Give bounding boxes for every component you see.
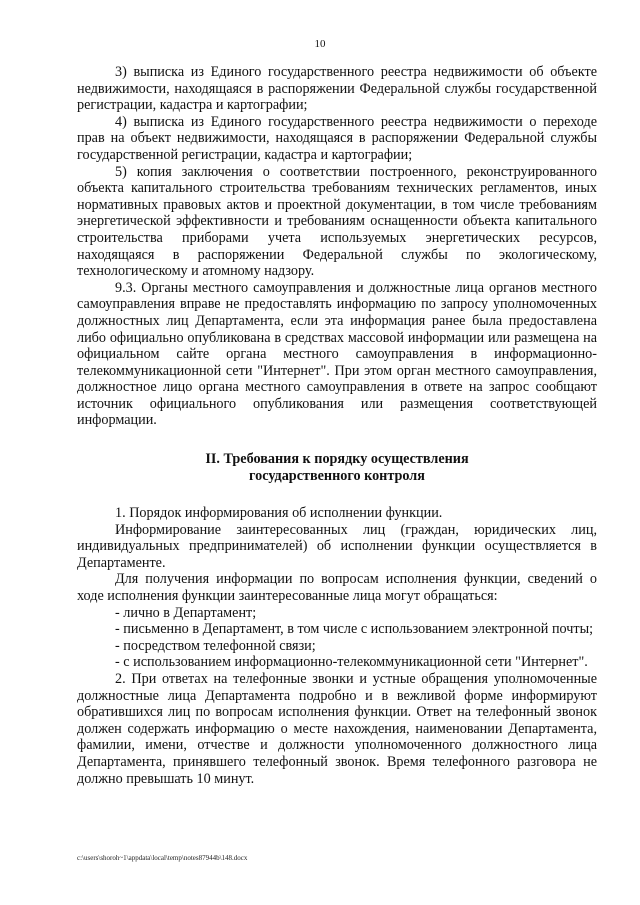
paragraph-1: 1. Порядок информирования об исполнении функции.: [115, 505, 443, 522]
paragraph-item-3: 3) выписка из Единого государственного реестра недвижимости об объекте недвижимости, находящаяся в распоряжении Федеральной службы государственной регистрации, кадастра и картографии;: [77, 64, 597, 114]
section-heading: [77, 451, 597, 485]
document-body: [77, 64, 597, 787]
paragraph-item-5: 5) копия заключения о соответствии построенного, реконструированного объекта капитального строительства требованиям технических регламентов, иных нормативных правовых актов и проектной документации, в том числе требованиям энергетической эффективности и требованиям оснащенности объекта капитального строительства приборами учета используемых энергетических ресурсов, находящаяся в распоряжении Федеральной службы по экологическому, технологическому и атомному надзору.: [77, 163, 597, 280]
section-heading-line-2: государственного контроля: [249, 468, 425, 485]
page-number: 10: [314, 38, 326, 50]
list-item-in-person: - лично в Департамент;: [115, 604, 257, 621]
paragraph-informing: Информирование заинтересованных лиц (граждан, юридических лиц, индивидуальных предпринимателей) об исполнении функции осуществляется в Департаменте.: [77, 521, 597, 571]
paragraph-9-3: 9.3. Органы местного самоуправления и должностные лица органов местного самоуправления вправе не предоставлять информацию по запросу уполномоченных должностных лиц Департамента, если эта информация ранее была предоставлена либо официально опубликована в средствах массовой информации или размещена на официальном сайте органа местного самоуправления в информационно-телекоммуникационной сети "Интернет". При этом орган местного самоуправления, должностное лицо органа местного самоуправления в ответе на запрос сообщают источник официального опубликования или размещения соответствующей информации.: [77, 279, 597, 429]
paragraph-item-4: 4) выписка из Единого государственного реестра недвижимости о переходе прав на объект недвижимости, находящаяся в распоряжении Федеральной службы государственной регистрации, кадастра и картографии;: [77, 113, 597, 163]
paragraph-how-to-obtain: Для получения информации по вопросам исполнения функции, сведений о ходе исполнения функции заинтересованные лица могут обращаться:: [77, 571, 597, 605]
list-item-phone: - посредством телефонной связи;: [115, 637, 316, 654]
paragraph-2: 2. При ответах на телефонные звонки и устные обращения уполномоченные должностные лица Департамента подробно и в вежливой форме информируют обратившихся лиц по вопросам исполнения функции. Ответ на телефонный звонок должен содержать информацию о месте нахождения, наименовании Департамента, фамилии, имени, отчестве и должности уполномоченного должностного лица Департамента, принявшего телефонный звонок. Время телефонного разговора не должно превышать 10 минут.: [77, 671, 597, 787]
list-item-in-writing: - письменно в Департамент, в том числе с использованием электронной почты;: [115, 621, 594, 638]
file-path-footer: c:\users\shoroh~1\appdata\local\temp\notes87944b\148.docx: [77, 854, 248, 862]
list-item-internet: - с использованием информационно-телекоммуникационной сети "Интернет".: [115, 654, 588, 671]
section-heading-line-1: II. Требования к порядку осуществления: [205, 451, 469, 468]
